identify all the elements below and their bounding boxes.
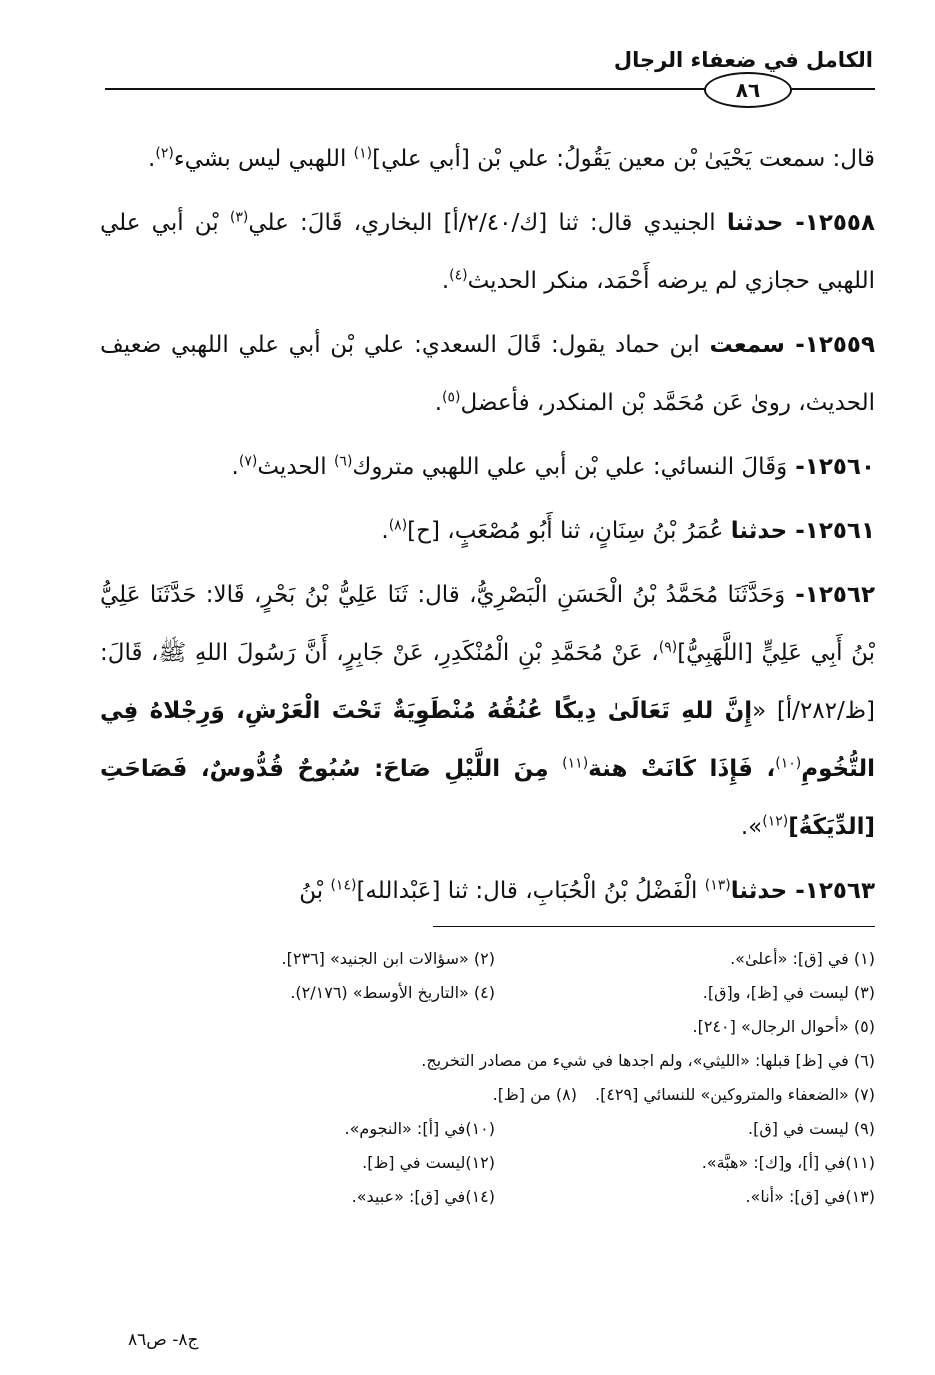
footnote-7: (٧) «الضعفاء والمتروكين» للنسائي [٤٢٩]. (594, 1085, 875, 1104)
footnote-9: (٩) ليست في [ق]. (748, 1119, 875, 1138)
footnote-ref-2: (٢) (155, 145, 174, 162)
footnote-10: (١٠)في [أ]: «النجوم». (344, 1119, 495, 1138)
entry-number: ١٢٥٦١- (787, 518, 875, 544)
footnote-row (100, 1010, 875, 1044)
paragraph-12559 (100, 316, 875, 432)
footnote-ref-13: (١٣) (704, 877, 731, 894)
footnote-row (100, 1044, 875, 1078)
footnote-ref-10: (١٠) (775, 755, 802, 772)
p2-text: الجنيدي قال: ثنا [ك/٢/٤٠/أ] البخاري، قَالَ: علي (248, 210, 727, 236)
p7-text2: بْنُ (299, 878, 331, 904)
footnote-row (100, 976, 875, 1010)
footnotes (100, 942, 875, 1214)
p3-end: . (434, 390, 442, 416)
footnote-row (100, 1112, 875, 1146)
footnote-ref-6: (٦) (333, 453, 353, 470)
footnote-ref-3: (٣) (229, 209, 249, 226)
footnote-3: (٣) ليست في [ظ]، و[ق]. (702, 983, 875, 1002)
p3-text: ابن حماد يقول: قَالَ السعدي: علي بْن أبي علي اللهبي ضعيف الحديث، روىٰ عَن مُحَمَّد بْن المنكدر، فأعضل (100, 332, 875, 416)
hadith-text-3: مِنَ اللَّيْلِ صَاحَ: سُبُوحٌ قُدُّوسٌ، فَصَاحَتِ [الدِّيَكَةُ] (100, 756, 875, 840)
footnote-5: (٥) «أحوال الرجال» [٢٤٠]. (692, 1017, 875, 1036)
paragraph-12562 (100, 566, 875, 856)
footnote-ref-5: (٥) (442, 389, 461, 406)
p6-text: وَحَدَّثَنَا مُحَمَّدُ بْنُ الْحَسَنِ الْبَصْرِيُّ، قال: ثَنَا عَلِيُّ بْنُ بَحْرٍ، قَالا: حَدَّثَنَا عَلِيُّ بْنُ أَبِي عَلِيٍّ [اللَّهَبِيُّ] (100, 582, 876, 666)
footnote-row (100, 942, 875, 976)
paragraph-12563 (100, 862, 875, 920)
keyword: حدثنا (726, 210, 784, 236)
footnote-ref-9: (٩) (658, 639, 678, 656)
p4-text2: الحديث (257, 454, 334, 480)
p4-end: . (231, 454, 239, 480)
p1-text: قال: سمعت يَحْيَىٰ بْن معين يَقُولُ: علي بْن [أبي علي] (372, 146, 875, 172)
paragraph-1 (100, 130, 875, 188)
page-number: ٨٦ (704, 72, 792, 108)
entry-number: ١٢٥٦٠- (787, 454, 875, 480)
footnote-rule (433, 926, 875, 927)
footnote-ref-7: (٧) (238, 453, 258, 470)
footnote-ref-4: (٤) (449, 267, 468, 284)
entry-number: ١٢٥٥٩- (784, 332, 875, 358)
entry-number: ١٢٥٦٣- (787, 878, 875, 904)
volume-page-reference: ج٨- ص٨٦ (128, 1330, 199, 1350)
paragraph-12560 (100, 438, 875, 496)
p2-end: . (441, 268, 450, 294)
footnote-4: (٤) «التاريخ الأوسط» (٢/١٧٦). (290, 983, 495, 1002)
footnote-row (100, 1146, 875, 1180)
paragraph-12561 (100, 502, 875, 560)
p4-text: وَقَالَ النسائي: علي بْن أبي علي اللهبي متروك (352, 454, 788, 480)
p6-text2: ، عَنْ مُحَمَّدِ بْنِ الْمُنْكَدِرِ، عَنْ جَابِرٍ، أَنَّ رَسُولَ اللهِ ﷺ، قَالَ: [ظ/٢٨٢/أ] « (100, 640, 875, 724)
footnote-ref-12: (١٢) (762, 813, 789, 830)
p1-end: . (148, 146, 156, 172)
footnote-row (100, 1180, 875, 1214)
paragraph-12558 (100, 194, 875, 310)
footnote-ref-11: (١١) (562, 755, 589, 772)
footnote-1: (١) في [ق]: «أعلىٰ». (730, 949, 875, 968)
p5-end: . (381, 518, 389, 544)
footnote-12: (١٢)ليست في [ظ]. (362, 1153, 495, 1172)
entry-number: ١٢٥٦٢- (785, 582, 875, 608)
hadith-text-2: ، فَإِذَا كَانَتْ هنة (588, 756, 776, 782)
footnote-8: (٨) من [ظ]. (492, 1085, 577, 1104)
p6-end: ». (740, 814, 763, 840)
entry-number: ١٢٥٥٨- (783, 210, 875, 236)
footnote-row (100, 1078, 875, 1112)
keyword: حدثنا (730, 518, 788, 544)
keyword: حدثنا (730, 878, 788, 904)
footnote-6: (٦) في [ظ] قبلها: «الليثي»، ولم اجدها في شيء من مصادر التخريج. (421, 1051, 875, 1070)
footnote-2: (٢) «سؤالات ابن الجنيد» [٢٣٦]. (281, 949, 495, 968)
footnote-ref-8: (٨) (388, 517, 408, 534)
footnote-14: (١٤)في [ق]: «عبيد». (351, 1187, 495, 1206)
p7-text: الْفَضْلُ بْنُ الْحُبَابِ، قال: ثنا [عَبْدالله] (356, 878, 705, 904)
p2-text2: بْن أبي علي اللهبي حجازي لم يرضه أَحْمَد، منكر الحديث (100, 210, 875, 294)
p5-text: عُمَرُ بْنُ سِنَانٍ، ثنا أَبُو مُصْعَبٍ، [ح] (407, 518, 731, 544)
footnote-ref-14: (١٤) (330, 877, 357, 894)
footnote-13: (١٣)في [ق]: «أنا». (745, 1187, 875, 1206)
p1-text2: اللهبي ليس بشيء (173, 146, 354, 172)
keyword: سمعت (709, 332, 785, 358)
footnote-11: (١١)في [أ]، و[ك]: «هبَّة». (701, 1153, 875, 1172)
footnote-ref-1: (١) (353, 145, 373, 162)
running-header-title: الكامل في ضعفاء الرجال (613, 48, 873, 72)
main-text (100, 130, 875, 926)
hadith-text-1: إِنَّ للهِ تَعَالَىٰ دِيكًا عُنُقُهُ مُنْطَوِيَةٌ تَحْتَ الْعَرْشِ، وَرِجْلاهُ فِي التُّخُومِ (100, 698, 875, 782)
